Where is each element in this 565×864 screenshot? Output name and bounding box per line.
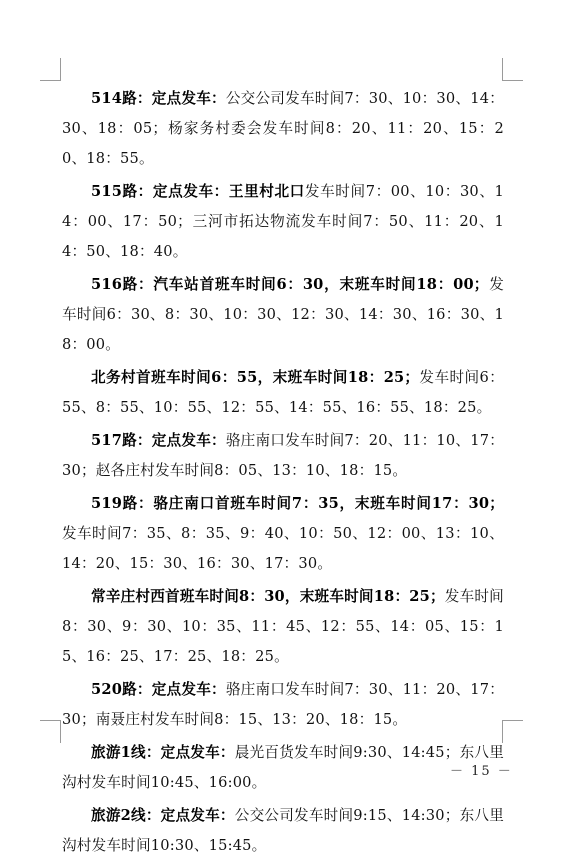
route-516-paragraph [62, 270, 504, 360]
route-514-heading: 514路：定点发车： [91, 90, 226, 107]
route-519-changxin-times: 发车时间8：30、9：30、10：35、11：45、12：55、14：05、15：15、16：25、17：25、18：25。 [62, 588, 504, 665]
route-517-paragraph [62, 426, 504, 486]
route-516-heading: 516路：汽车站首班车时间6：30，末班车时间18：00； [91, 276, 489, 293]
tour-line-2-paragraph [62, 801, 504, 861]
route-519-times: 发车时间7：35、8：35、9：40、10：50、12：00、13：10、14：20、15：30、16：30、17：30。 [62, 525, 504, 572]
tour-line-1-paragraph [62, 738, 504, 798]
route-514-times: 公交公司发车时间7：30、10：30、14：30、18：05；杨家务村委会发车时间8：20、11：20、15：20、18：55。 [62, 90, 504, 167]
tour-line-1-times: 晨光百货发车时间9:30、14:45；东八里沟村发车时间10:45、16:00。 [62, 744, 505, 791]
crop-mark-bottom-right [502, 720, 523, 743]
crop-mark-bottom-left [40, 720, 61, 743]
tour-line-1-heading: 旅游1线：定点发车： [91, 744, 235, 761]
tour-line-2-times: 公交公司发车时间9:15、14:30；东八里沟村发车时间10:30、15:45。 [62, 807, 505, 854]
route-515-paragraph [62, 177, 504, 267]
route-517-heading: 517路：定点发车： [91, 432, 226, 449]
route-514-paragraph [62, 84, 504, 174]
route-515-heading: 515路：定点发车：王里村北口 [91, 183, 305, 200]
route-516-beiwu-heading: 北务村首班车时间6：55，末班车时间18：25； [91, 369, 420, 386]
route-520-paragraph [62, 675, 504, 735]
route-519-paragraph [62, 489, 504, 579]
route-516-times: 发车时间6：30、8：30、10：30、12：30、14：30、16：30、18：00。 [62, 276, 504, 353]
route-516-beiwu-paragraph [62, 363, 504, 423]
crop-mark-top-right [502, 58, 523, 81]
route-520-heading: 520路：定点发车： [91, 681, 226, 698]
route-516-beiwu-times: 发车时间6：55、8：55、10：55、12：55、14：55、16：55、18：25。 [62, 369, 504, 416]
crop-mark-top-left [40, 58, 61, 81]
page-number: － 15 － [450, 764, 513, 779]
route-519-changxin-paragraph [62, 582, 504, 672]
route-517-times: 骆庄南口发车时间7：20、11：10、17：30；赵各庄村发车时间8：05、13：10、18：15。 [62, 432, 504, 479]
route-515-times: 发车时间7：00、10：30、14：00、17：50；三河市拓达物流发车时间7：50、11：20、14：50、18：40。 [62, 183, 505, 260]
bus-schedule-body [62, 84, 504, 864]
tour-line-2-heading: 旅游2线：定点发车： [91, 807, 235, 824]
route-519-heading: 519路：骆庄南口首班车时间7：35，末班车时间17：30； [91, 495, 504, 512]
route-520-times: 骆庄南口发车时间7：30、11：20、17：30；南聂庄村发车时间8：15、13：20、18：15。 [62, 681, 504, 728]
route-519-changxin-heading: 常辛庄村西首班车时间8：30，末班车时间18：25； [91, 588, 445, 605]
